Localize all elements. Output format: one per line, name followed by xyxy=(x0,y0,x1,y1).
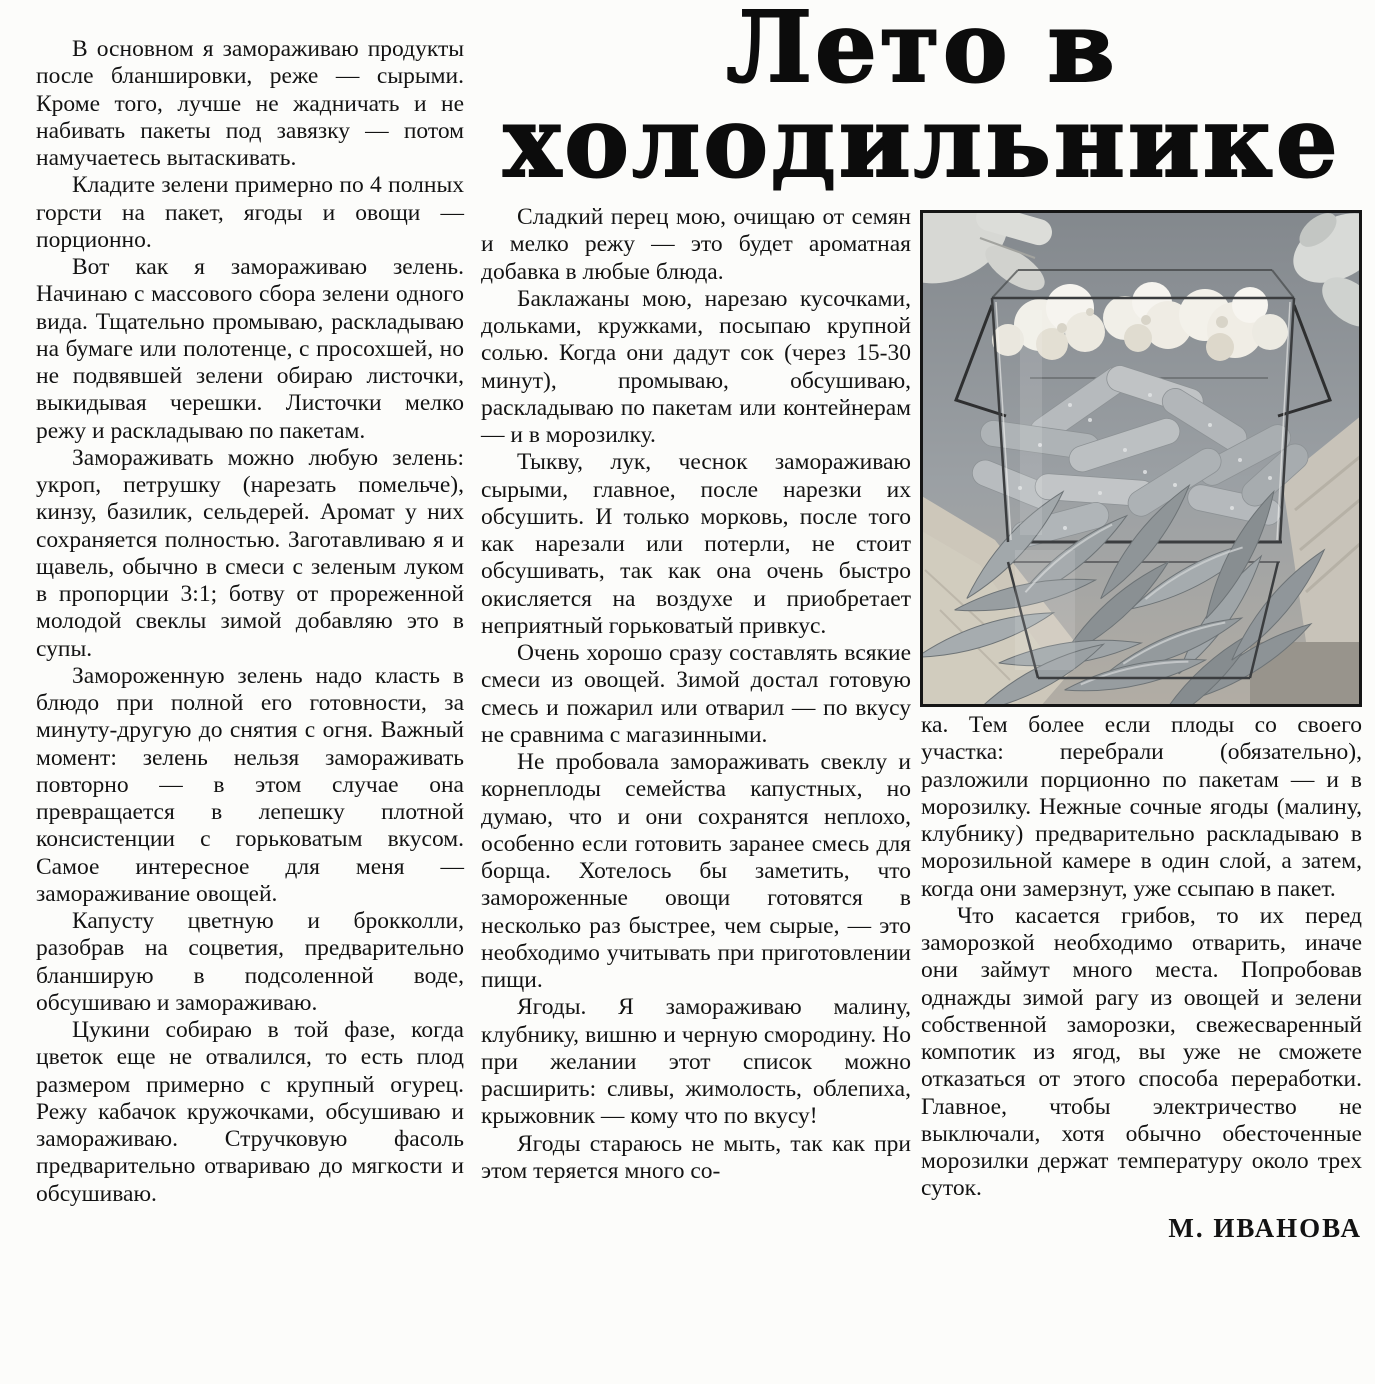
article-paragraph: Очень хорошо сразу составлять всякие смеси из овощей. Зимой достал готовую смесь и пожарил или отварил — по вкусу не сравнима с магазинными. xyxy=(481,640,911,748)
article-paragraph: Вот как я замораживаю зелень. Начинаю с массового сбора зелени одного вида. Тщательно промываю, раскладываю на бумаге или полотенце, с просохшей, но не подвявшей зелени обираю листочки, выкидывая черешки. Листочки мелко режу и раскладываю по пакетам. xyxy=(36,254,464,444)
article-title xyxy=(478,0,1366,200)
article-paragraph: Сладкий перец мою, очищаю от семян и мелко режу — это будет ароматная добавка в любые блюда. xyxy=(481,204,911,285)
article-paragraph: ка. Тем более если плоды со своего участка: перебрали (обязательно), разложили порционно по пакетам — и в морозилку. Нежные сочные ягоды (малину, клубнику) предварительно раскладываю в морозильной камере в один слой, а затем, когда они замерзнут, уже ссыпаю в пакет. xyxy=(921,712,1362,902)
byline: М. ИВАНОВА xyxy=(1168,1212,1362,1243)
column-3 xyxy=(921,712,1362,1244)
article-paragraph: Кладите зелени примерно по 4 полных горсти на пакет, ягоды и овощи — порционно. xyxy=(36,172,464,253)
column-1 xyxy=(36,36,464,1208)
frozen-vegetables-illustration xyxy=(920,210,1362,707)
article-paragraph: Ягоды стараюсь не мыть, так как при этом теряется много со- xyxy=(481,1130,911,1184)
article-paragraph: В основном я замораживаю продукты после бланшировки, реже — сырыми. Кроме того, лучше не жадничать и не набивать пакеты под завязку — потом намучаетесь вытаскивать. xyxy=(36,36,464,171)
article-photo xyxy=(920,210,1362,707)
article-paragraph: Замороженную зелень надо класть в блюдо при полной его готовности, за минуту-другую до снятия с огня. Важный момент: зелень нельзя замораживать повторно — в этом случае она превращается в лепешку плотной консистенции с горьковатым вкусом. Самое интересное для меня — замораживание овощей. xyxy=(36,662,464,907)
article-paragraph: Капусту цветную и брокколли, разобрав на соцветия, предварительно бланширую в подсоленной воде, обсушиваю и замораживаю. xyxy=(36,908,464,1016)
article-paragraph: Замораживать можно любую зелень: укроп, петрушку (нарезать помельче), кинзу, базилик, сельдерей. Аромат у них сохраняется полностью. Заготавливаю я и щавель, обычно в смеси с зеленым луком в пропорции 3:1; ботву от прореженной молодой свеклы зимой добавляю это в супы. xyxy=(36,444,464,662)
title-line-2: холодильнике xyxy=(503,85,1341,200)
column-2 xyxy=(481,204,911,1185)
article-paragraph: Ягоды. Я замораживаю малину, клубнику, вишню и черную смородину. Но при желании этот список можно расширить: сливы, жимолость, облепиха, крыжовник — кому что по вкусу! xyxy=(481,994,911,1130)
article-paragraph: Тыкву, лук, чеснок замораживаю сырыми, главное, после нарезки их обсушить. И только морковь, после того как нарезали или потерли, не стоит обсушивать, так как она очень быстро окисляется на воздухе и приобретает неприятный горьковатый привкус. xyxy=(481,449,911,639)
article-paragraph: Что касается грибов, то их перед заморозкой необходимо отварить, иначе они займут много места. Попробовав однажды зимой рагу из овощей и зелени собственной заморозки, свежесваренный компотик из ягод, вы уже не сможете отказаться от этого способа переработки. Главное, чтобы электричество не выключали, хотя обычно обесточенные морозилки держат температуру около трех суток. xyxy=(921,902,1362,1202)
article-paragraph: Цукини собираю в той фазе, когда цветок еще не отвалился, то есть плод размером примерно с крупный огурец. Режу кабачок кружочками, обсушиваю и замораживаю. Стручковую фасоль предварительно отвариваю до мягкости и обсушиваю. xyxy=(36,1017,464,1207)
article-paragraph: Баклажаны мою, нарезаю кусочками, дольками, кружками, посыпаю крупной солью. Когда они дадут сок (через 15-30 минут), промываю, обсушиваю, раскладываю по пакетам или контейнерам — и в морозилку. xyxy=(481,285,911,448)
article-paragraph: Не пробовала замораживать свеклу и корнеплоды семейства капустных, но думаю, что и они сохранятся неплохо, особенно если готовить заранее смесь для борща. Хотелось бы заметить, что замороженные овощи готовятся в несколько раз быстрее, чем сырые, — это необходимо учитывать при приготовлении пищи. xyxy=(481,749,911,993)
title-line-1: Лето в xyxy=(726,0,1118,104)
